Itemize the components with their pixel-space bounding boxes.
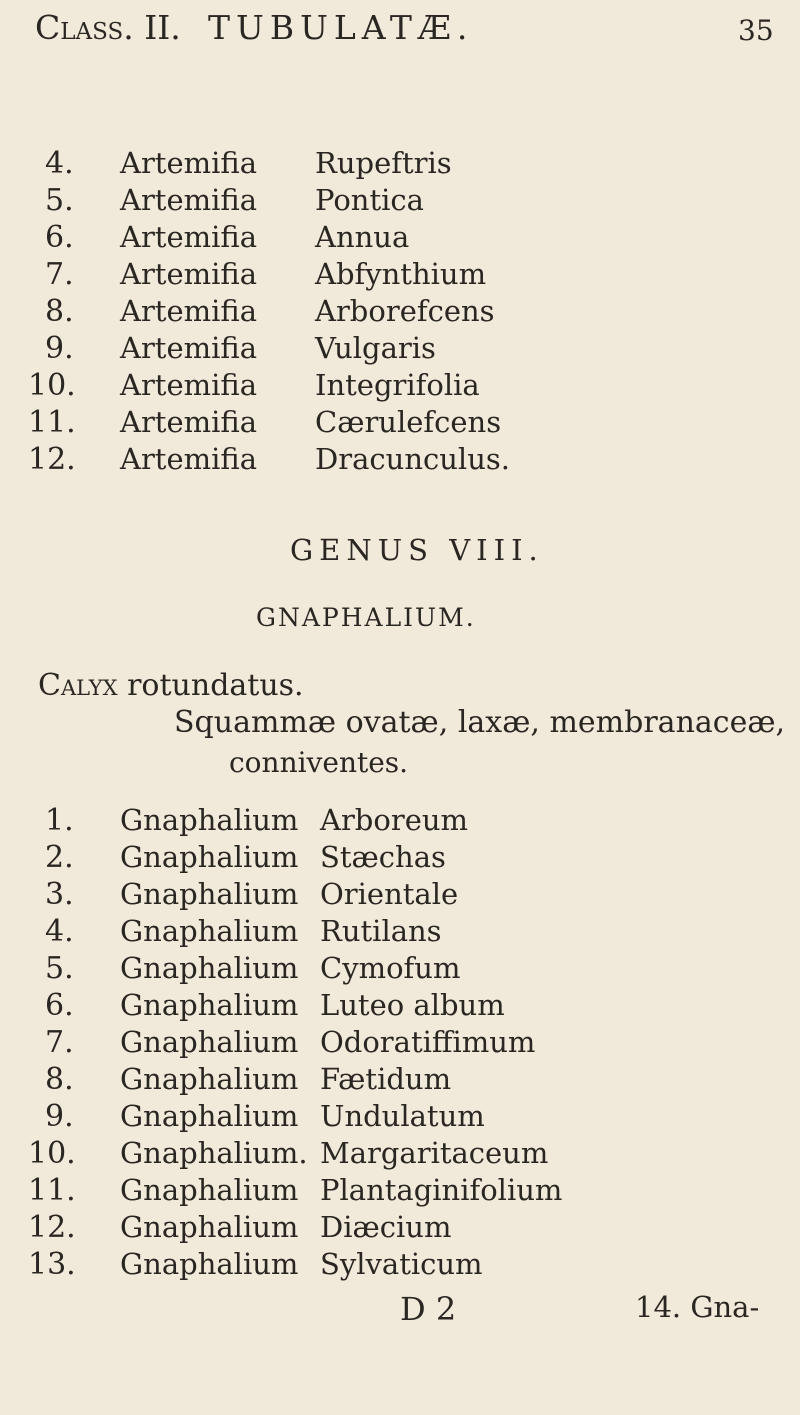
list-item-species: Integrifolia [315, 368, 480, 402]
list-item-species: Sylvaticum [320, 1247, 483, 1281]
header-class-label: Class. II. [35, 8, 181, 47]
list-item-number: 11. [28, 405, 76, 440]
list-item-species: Vulgaris [315, 331, 436, 365]
list-item-genus: Artemifia [120, 368, 258, 402]
list-item-number: 2. [45, 840, 74, 875]
list-item-species: Rutilans [320, 914, 442, 948]
list-item-number: 8. [45, 1062, 74, 1097]
list-item-number: 6. [45, 988, 74, 1023]
list-item-genus: Artemifia [120, 442, 258, 476]
list-item-species: Plantaginifolium [320, 1173, 563, 1207]
list-item-number: 13. [28, 1247, 76, 1282]
list-item-genus: Gnaphalium [120, 988, 299, 1022]
list-item-number: 7. [45, 1025, 74, 1060]
list-item-species: Cymofum [320, 951, 461, 985]
list-item-genus: Artemifia [120, 183, 258, 217]
list-item-species: Dracunculus. [315, 442, 510, 476]
list-item-species: Orientale [320, 877, 459, 911]
list-item-species: Abfynthium [315, 257, 487, 291]
list-item-genus: Artemifia [120, 146, 258, 180]
list-item-number: 3. [45, 877, 74, 912]
list-item-genus: Artemifia [120, 257, 258, 291]
list-item-species: Stæchas [320, 840, 446, 874]
list-item-number: 4. [45, 914, 74, 949]
list-item-number: 9. [45, 331, 74, 366]
list-item-genus: Gnaphalium [120, 1025, 299, 1059]
list-item-number: 1. [45, 803, 74, 838]
list-item-genus: Gnaphalium [120, 914, 299, 948]
list-item-species: Luteo album [320, 988, 505, 1022]
list-item-genus: Artemifia [120, 294, 258, 328]
list-item-genus: Gnaphalium [120, 1099, 299, 1133]
list-item-species: Fætidum [320, 1062, 452, 1096]
list-item-genus: Artemifia [120, 331, 258, 365]
list-item-genus: Gnaphalium [120, 877, 299, 911]
list-item-genus: Gnaphalium. [120, 1136, 308, 1170]
list-item-genus: Gnaphalium [120, 1173, 299, 1207]
list-item-genus: Gnaphalium [120, 1247, 299, 1281]
list-item-genus: Artemifia [120, 405, 258, 439]
calyx-line [38, 668, 304, 703]
list-item-number: 11. [28, 1173, 76, 1208]
list-item-species: Diæcium [320, 1210, 452, 1244]
list-item-species: Arboreum [320, 803, 469, 837]
list-item-number: 12. [28, 442, 76, 477]
list-item-genus: Gnaphalium [120, 1062, 299, 1096]
header-title: TUBULATÆ. [208, 8, 474, 47]
calyx-lead: Calyx [38, 668, 118, 703]
list-item-genus: Gnaphalium [120, 803, 299, 837]
catchword: 14. Gna- [635, 1290, 760, 1324]
list-item-number: 7. [45, 257, 74, 292]
list-item-genus: Gnaphalium [120, 1210, 299, 1244]
list-item-genus: Gnaphalium [120, 951, 299, 985]
list-item-species: Cærulefcens [315, 405, 502, 439]
list-item-number: 6. [45, 220, 74, 255]
genus-name: GNAPHALIUM. [256, 603, 476, 632]
list-item-species: Margaritaceum [320, 1136, 549, 1170]
genus-heading: GENUS VIII. [290, 533, 544, 567]
calyx-rest: rotundatus. [127, 668, 304, 703]
list-item-species: Rupeftris [315, 146, 452, 180]
list-item-number: 12. [28, 1210, 76, 1245]
list-item-number: 5. [45, 951, 74, 986]
list-item-number: 10. [28, 368, 76, 403]
list-item-number: 4. [45, 146, 74, 181]
list-item-species: Annua [315, 220, 410, 254]
list-item-number: 9. [45, 1099, 74, 1134]
description-line: conniventes. [229, 746, 409, 779]
description-line: Squammæ ovatæ, laxæ, membranaceæ, [174, 705, 786, 740]
list-item-species: Odoratiffimum [320, 1025, 536, 1059]
list-item-genus: Artemifia [120, 220, 258, 254]
signature-mark: D 2 [400, 1290, 457, 1328]
list-item-genus: Gnaphalium [120, 840, 299, 874]
list-item-number: 10. [28, 1136, 76, 1171]
list-item-species: Pontica [315, 183, 424, 217]
list-item-species: Arborefcens [315, 294, 495, 328]
list-item-number: 5. [45, 183, 74, 218]
page-number: 35 [738, 14, 774, 47]
list-item-number: 8. [45, 294, 74, 329]
list-item-species: Undulatum [320, 1099, 485, 1133]
